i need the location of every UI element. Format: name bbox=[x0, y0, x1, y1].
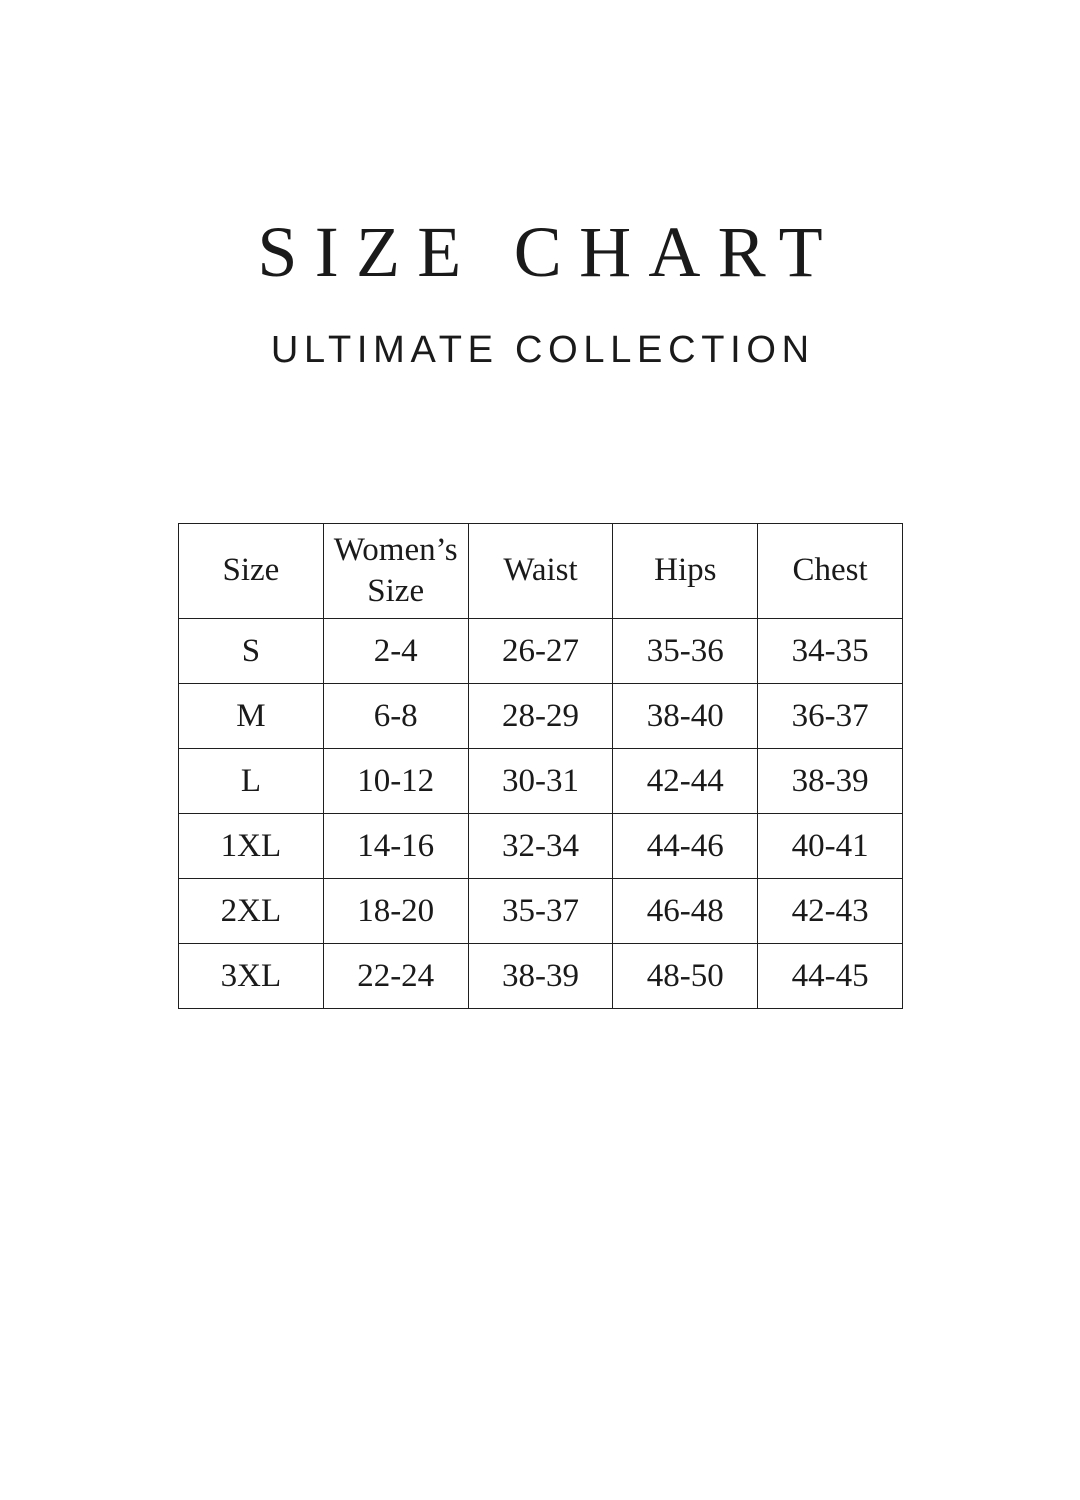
column-header: Waist bbox=[468, 524, 613, 619]
table-row bbox=[179, 684, 903, 749]
measurement-cell: 26-27 bbox=[468, 619, 613, 684]
measurement-cell: 48-50 bbox=[613, 944, 758, 1009]
measurement-cell: 30-31 bbox=[468, 749, 613, 814]
column-header: Women’s Size bbox=[323, 524, 468, 619]
table-head bbox=[179, 524, 903, 619]
measurement-cell: 10-12 bbox=[323, 749, 468, 814]
measurement-cell: 42-44 bbox=[613, 749, 758, 814]
measurement-cell: 36-37 bbox=[758, 684, 903, 749]
table-row bbox=[179, 814, 903, 879]
measurement-cell: 38-40 bbox=[613, 684, 758, 749]
column-header: Size bbox=[179, 524, 324, 619]
size-label-cell: M bbox=[179, 684, 324, 749]
measurement-cell: 6-8 bbox=[323, 684, 468, 749]
table-row bbox=[179, 944, 903, 1009]
column-header: Chest bbox=[758, 524, 903, 619]
page-title: SIZE CHART bbox=[257, 212, 840, 292]
table-row bbox=[179, 879, 903, 944]
measurement-cell: 22-24 bbox=[323, 944, 468, 1009]
measurement-cell: 34-35 bbox=[758, 619, 903, 684]
measurement-cell: 38-39 bbox=[758, 749, 903, 814]
measurement-cell: 35-36 bbox=[613, 619, 758, 684]
measurement-cell: 38-39 bbox=[468, 944, 613, 1009]
size-label-cell: 2XL bbox=[179, 879, 324, 944]
measurement-cell: 18-20 bbox=[323, 879, 468, 944]
size-label-cell: S bbox=[179, 619, 324, 684]
column-header: Hips bbox=[613, 524, 758, 619]
measurement-cell: 44-45 bbox=[758, 944, 903, 1009]
measurement-cell: 28-29 bbox=[468, 684, 613, 749]
table-body bbox=[179, 619, 903, 1009]
table-row bbox=[179, 749, 903, 814]
measurement-cell: 14-16 bbox=[323, 814, 468, 879]
measurement-cell: 46-48 bbox=[613, 879, 758, 944]
page-subtitle: ULTIMATE COLLECTION bbox=[270, 329, 815, 371]
header-row bbox=[179, 524, 903, 619]
measurement-cell: 32-34 bbox=[468, 814, 613, 879]
measurement-cell: 35-37 bbox=[468, 879, 613, 944]
size-label-cell: L bbox=[179, 749, 324, 814]
table-row bbox=[179, 619, 903, 684]
measurement-cell: 2-4 bbox=[323, 619, 468, 684]
measurement-cell: 42-43 bbox=[758, 879, 903, 944]
measurement-cell: 44-46 bbox=[613, 814, 758, 879]
size-label-cell: 1XL bbox=[179, 814, 324, 879]
size-chart-table bbox=[178, 523, 903, 1009]
measurement-cell: 40-41 bbox=[758, 814, 903, 879]
size-label-cell: 3XL bbox=[179, 944, 324, 1009]
